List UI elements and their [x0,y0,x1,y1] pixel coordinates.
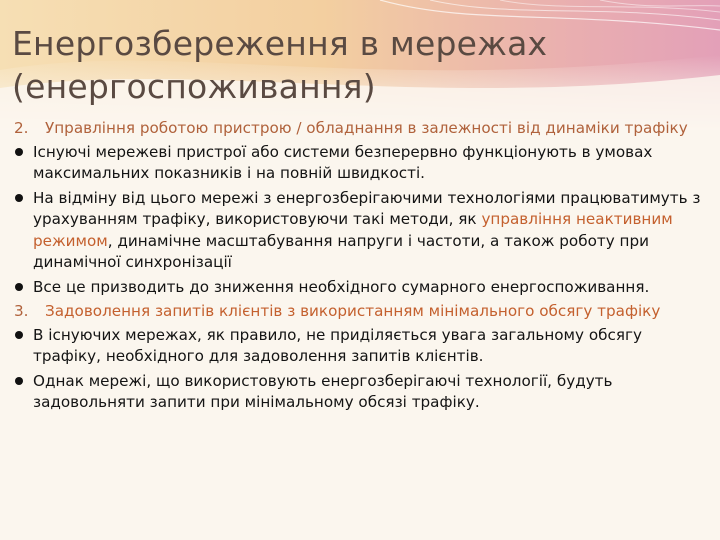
item-text: Управління роботою пристрою / обладнання в залежності від динаміки трафіку [45,119,688,137]
bullet-text: Все це призводить до зниження необхідного сумарного енергоспоживання. [33,277,650,296]
bullet-dot-icon [14,325,33,368]
numbered-item-2 [14,118,704,140]
bullet-item [14,325,704,368]
bullet-item [14,371,704,414]
bullet-item [14,277,704,299]
text-before: На відміну від цього мережі з енергозберігаючими технологіями працюватимуть з урахуванням трафіку, використовуючи такі методи, як [33,188,701,228]
bullet-item [14,142,704,185]
bullet-text: Однак мережі, що використовують енергозберігаючі технології, будуть задовольняти запити при мінімальному обсязі трафіку. [33,371,613,411]
highlighted-term: управління неактивним режимом [33,210,673,250]
numbered-item-3 [14,301,704,323]
item-number: 3. [14,302,29,320]
bullet-item [14,188,704,274]
bullet-dot-icon [14,188,33,274]
slide-content [14,118,704,417]
bullet-dot-icon [14,277,33,299]
bullet-text: В існуючих мережах, як правило, не приділяється увага загальному обсягу трафіку, необхідного для задоволення запитів клієнтів. [33,325,642,365]
bullet-dot-icon [14,371,33,414]
slide-title: Енергозбереження в мережах (енергоспоживання) [12,24,548,106]
bullet-dot-icon [14,142,33,185]
bullet-text [33,188,704,274]
item-number: 2. [14,119,29,137]
text-after: , динамічне масштабування напруги і частоти, а також роботу при динамічної синхронізації [33,231,649,271]
bullet-text: Існуючі мережеві пристрої або системи безперервно функціонують в умовах максимальних показників і на повній швидкості. [33,142,653,182]
item-text: Задоволення запитів клієнтів з використанням мінімального обсягу трафіку [45,302,661,320]
